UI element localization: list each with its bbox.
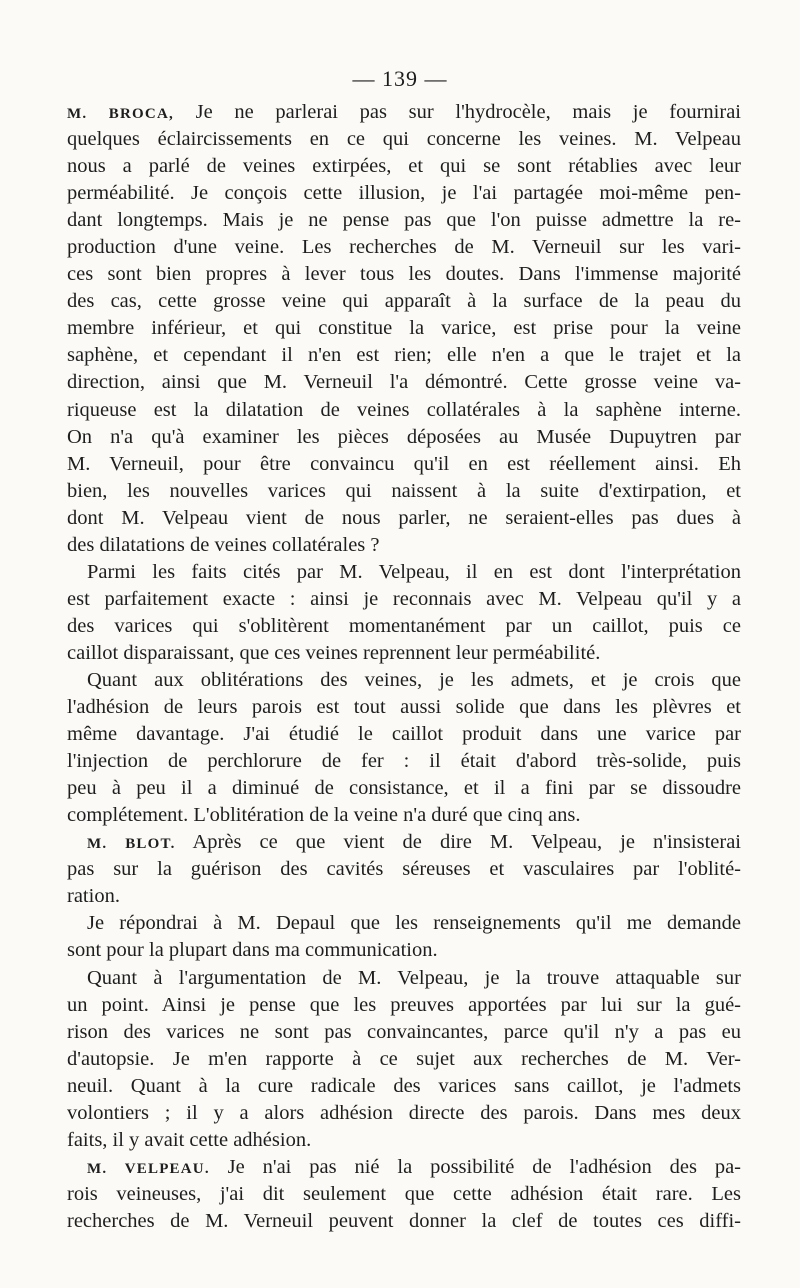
line-text: recherches de M. Verneuil peuvent donner la clef de toutes ces diffi- (67, 1209, 741, 1232)
text-line (67, 667, 741, 694)
line-text: bien, les nouvelles varices qui naissent à la suite d'extirpation, et (67, 479, 741, 502)
text-line (67, 424, 741, 451)
line-text: dont M. Velpeau vient de nous parler, ne seraient-elles pas dues à (67, 506, 741, 529)
text-line (67, 829, 741, 856)
line-text: direction, ainsi que M. Verneuil l'a démontré. Cette grosse veine va- (67, 371, 741, 394)
text-line (67, 1127, 741, 1154)
line-text: pas sur la guérison des cavités séreuses et vasculaires par l'oblité- (67, 858, 741, 881)
text-line (67, 288, 741, 315)
line-text: des cas, cette grosse veine qui apparaît à la surface de la peau du (67, 290, 741, 313)
text-line (67, 802, 741, 829)
line-text: des dilatations de veines collatérales ? (67, 533, 380, 556)
text-line (67, 153, 741, 180)
line-text: volontiers ; il y a alors adhésion directe des parois. Dans mes deux (67, 1101, 741, 1124)
text-line (67, 965, 741, 992)
text-line (67, 207, 741, 234)
line-text: est parfaitement exacte : ainsi je reconnais avec M. Velpeau qu'il y a (67, 587, 741, 610)
text-line (67, 451, 741, 478)
line-text: d'autopsie. Je m'en rapporte à ce sujet aux recherches de M. Ver- (67, 1047, 741, 1070)
line-text: ces sont bien propres à lever tous les doutes. Dans l'immense majorité (67, 263, 741, 286)
line-text: On n'a qu'à examiner les pièces déposées au Musée Dupuytren par (67, 425, 741, 448)
line-text: Je n'ai pas nié la possibilité de l'adhésion des pa- (209, 1155, 741, 1178)
page-number: — 139 — (352, 66, 448, 91)
text-line (67, 559, 741, 586)
line-text: Parmi les faits cités par M. Velpeau, il en est dont l'interprétation (87, 560, 741, 583)
line-text: des varices qui s'oblitèrent momentanément par un caillot, puis ce (67, 614, 741, 637)
line-text: complétement. L'oblitération de la veine n'a duré que cinq ans. (67, 804, 581, 827)
text-line (67, 1208, 741, 1235)
line-text: quelques éclaircissements en ce qui concerne les veines. M. Velpeau (67, 128, 741, 151)
line-text: M. Verneuil, pour être convaincu qu'il en est réellement ainsi. Eh (67, 452, 741, 475)
text-line (67, 775, 741, 802)
line-text: rison des varices ne sont pas convaincantes, parce qu'il n'y a pas eu (67, 1020, 741, 1043)
body-text (67, 99, 741, 1235)
speaker-name: M. VELPEAU. (87, 1160, 210, 1177)
text-line (67, 856, 741, 883)
line-text: même davantage. J'ai étudié le caillot produit dans une varice par (67, 723, 741, 746)
line-text: riqueuse est la dilatation de veines collatérales à la saphène interne. (67, 398, 741, 421)
line-text: dant longtemps. Mais je ne pense pas que l'on puisse admettre la re- (67, 209, 741, 232)
text-line (67, 937, 741, 964)
text-line (67, 126, 741, 153)
text-line (67, 478, 741, 505)
line-text: production d'une veine. Les recherches de M. Verneuil sur les vari- (67, 236, 741, 259)
text-line (67, 1046, 741, 1073)
line-text: Quant aux oblitérations des veines, je les admets, et je crois que (87, 668, 741, 691)
line-text: Je répondrai à M. Depaul que les renseignements qu'il me demande (87, 912, 741, 935)
text-line (67, 910, 741, 937)
text-line (67, 180, 741, 207)
text-line (67, 532, 741, 559)
text-line (67, 397, 741, 424)
line-text: rois veineuses, j'ai dit seulement que cette adhésion était rare. Les (67, 1182, 741, 1205)
line-text: faits, il y avait cette adhésion. (67, 1128, 312, 1151)
line-text: membre inférieur, et qui constitue la varice, est prise pour la veine (67, 317, 741, 340)
text-line (67, 992, 741, 1019)
line-text: Quant à l'argumentation de M. Velpeau, je la trouve attaquable sur (87, 966, 741, 989)
text-line (67, 721, 741, 748)
line-text: l'injection de perchlorure de fer : il était d'abord très-solide, puis (67, 750, 741, 773)
text-line (67, 694, 741, 721)
speaker-name: M. BLOT. (87, 836, 176, 853)
line-text: perméabilité. Je conçois cette illusion, je l'ai partagée moi-même pen- (67, 182, 741, 205)
text-line (67, 342, 741, 369)
text-line (67, 99, 741, 126)
text-line (67, 1100, 741, 1127)
text-line (67, 234, 741, 261)
text-line (67, 883, 741, 910)
text-line (67, 640, 741, 667)
line-text: Après ce que vient de dire M. Velpeau, je n'insisterai (175, 831, 741, 854)
line-text: l'adhésion de leurs parois est tout aussi solide que dans les plèvres et (67, 696, 741, 719)
line-text: nous a parlé de veines extirpées, et qui se sont rétablies avec leur (67, 155, 741, 178)
text-line (67, 748, 741, 775)
text-line (67, 1019, 741, 1046)
text-line (67, 1073, 741, 1100)
line-text: sont pour la plupart dans ma communication. (67, 939, 438, 962)
text-line (67, 505, 741, 532)
line-text: Je ne parlerai pas sur l'hydrocèle, mais je fournirai (173, 101, 741, 123)
text-line (67, 1154, 741, 1181)
speaker-name: M. BROCA, (67, 106, 174, 122)
line-text: un point. Ainsi je pense que les preuves apportées par lui sur la gué- (67, 993, 741, 1016)
line-text: saphène, et cependant il n'en est rien; elle n'en a que le trajet et la (67, 344, 741, 367)
line-text: neuil. Quant à la cure radicale des varices sans caillot, je l'admets (67, 1074, 741, 1097)
line-text: peu à peu il a diminué de consistance, et il a fini par se dissoudre (67, 777, 741, 800)
line-text: caillot disparaissant, que ces veines reprennent leur perméabilité. (67, 641, 601, 664)
line-text: ration. (67, 885, 120, 908)
text-line (67, 261, 741, 288)
text-line (67, 1181, 741, 1208)
text-line (67, 613, 741, 640)
text-line (67, 315, 741, 342)
text-line (67, 369, 741, 396)
text-line (67, 586, 741, 613)
